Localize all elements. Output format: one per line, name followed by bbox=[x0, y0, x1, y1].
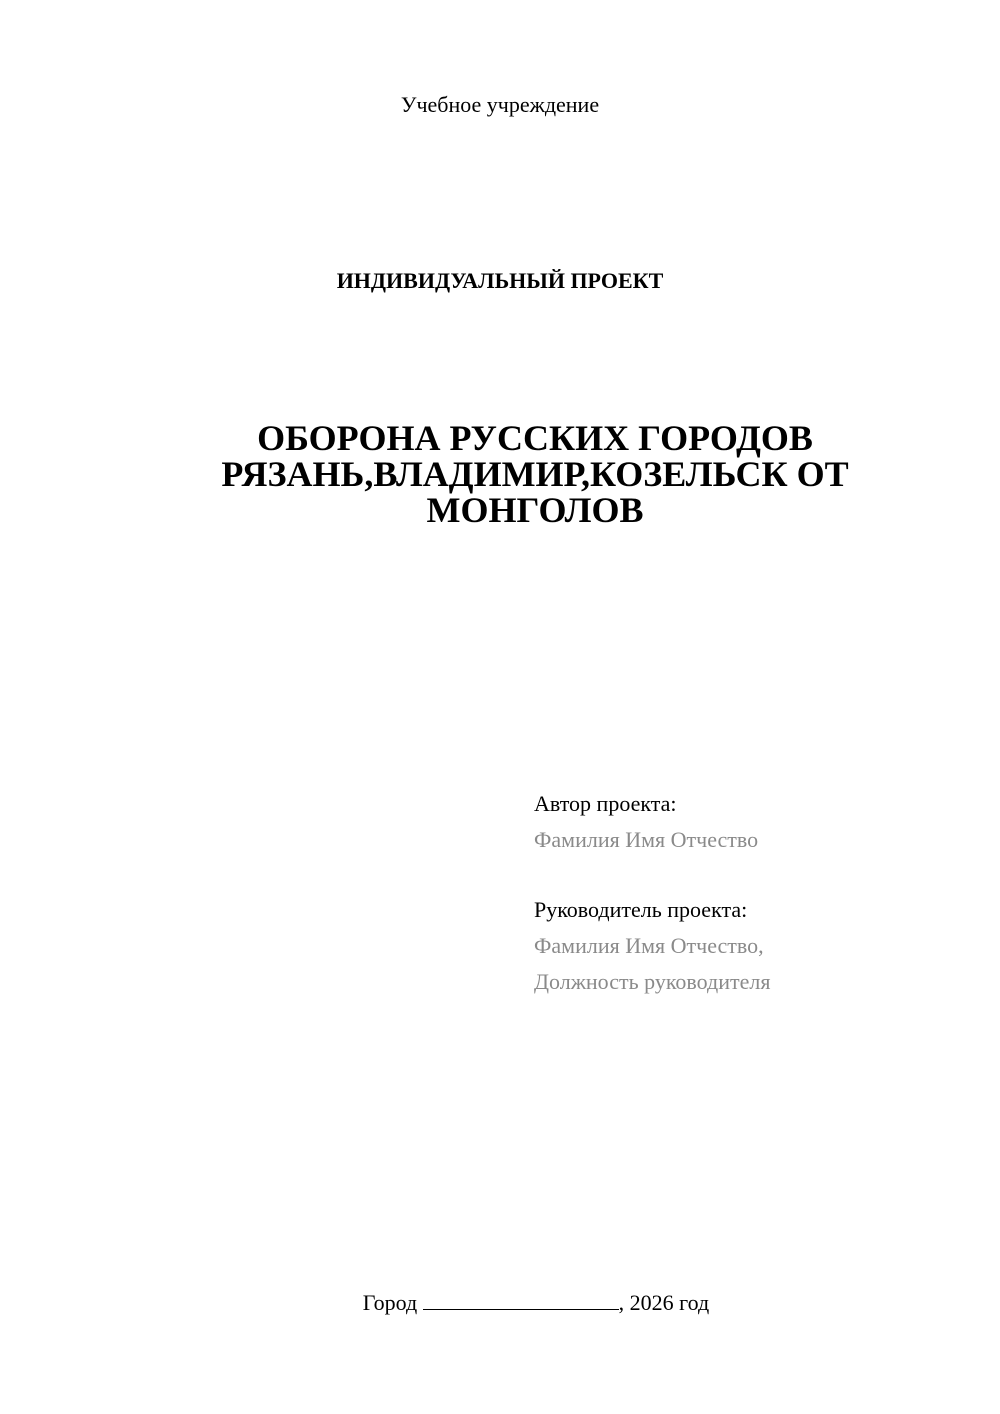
supervisor-name-placeholder: Фамилия Имя Отчество, bbox=[534, 933, 764, 958]
author-block bbox=[534, 786, 974, 858]
project-title-line-3: МОНГОЛОВ bbox=[426, 490, 644, 530]
year-text: , 2026 год bbox=[618, 1290, 710, 1315]
author-name-placeholder: Фамилия Имя Отчество bbox=[534, 827, 759, 852]
supervisor-label: Руководитель проекта: bbox=[534, 897, 748, 922]
author-label: Автор проекта: bbox=[534, 791, 677, 816]
institution-name: Учебное учреждение bbox=[400, 92, 600, 117]
project-type-heading: ИНДИВИДУАЛЬНЫЙ ПРОЕКТ bbox=[336, 268, 664, 293]
project-title bbox=[150, 420, 920, 528]
project-title-line-1: ОБОРОНА РУССКИХ ГОРОДОВ bbox=[257, 418, 813, 458]
supervisor-block bbox=[534, 892, 974, 1000]
footer-city-year bbox=[36, 1290, 1000, 1316]
project-title-line-2: РЯЗАНЬ,ВЛАДИМИР,КОЗЕЛЬСК ОТ bbox=[221, 454, 849, 494]
city-label: Город bbox=[362, 1290, 418, 1315]
supervisor-position-placeholder: Должность руководителя bbox=[534, 969, 771, 994]
city-blank-line bbox=[423, 1291, 619, 1310]
